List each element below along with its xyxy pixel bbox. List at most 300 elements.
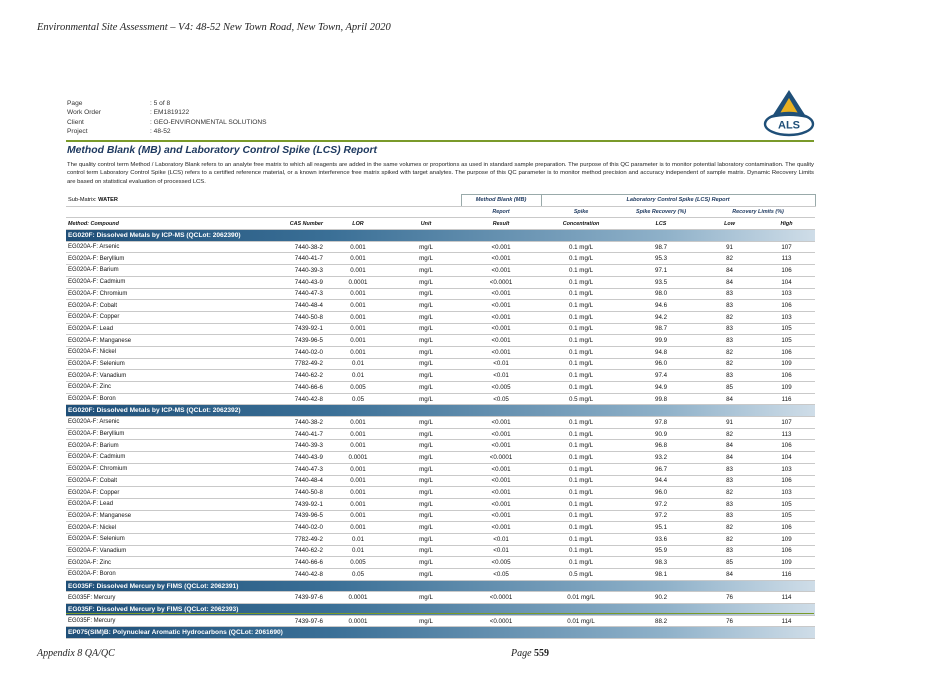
cell-lor: 0.001 (325, 265, 391, 277)
cell-spike-concentration: 0.1 mg/L (541, 253, 621, 265)
cell-recovery-low: 83 (701, 510, 758, 522)
cell-recovery-high: 106 (758, 545, 815, 557)
cell-lor: 0.001 (325, 300, 391, 312)
table-row (66, 370, 815, 382)
cell-recovery-high: 116 (758, 569, 815, 581)
cell-recovery-low: 85 (701, 382, 758, 394)
col-high: High (758, 218, 815, 230)
cell-lcs-recovery: 97.1 (621, 265, 701, 277)
col-lor: LOR (325, 218, 391, 230)
cell-mb-result: <0.001 (461, 498, 541, 510)
cell-unit: mg/L (391, 592, 461, 604)
cell-recovery-low: 83 (701, 300, 758, 312)
cell-mb-result: <0.0001 (461, 276, 541, 288)
cell-spike-concentration: 0.1 mg/L (541, 335, 621, 347)
footer-appendix: Appendix 8 QA/QC (37, 648, 115, 659)
table-row (66, 346, 815, 358)
cell-compound: EG020A-F: Chromium (66, 288, 219, 300)
cell-lor: 0.01 (325, 358, 391, 370)
cell-lcs-recovery: 98.1 (621, 569, 701, 581)
cell-cas-number: 7440-38-2 (219, 241, 325, 253)
cell-recovery-low: 82 (701, 346, 758, 358)
cell-unit: mg/L (391, 382, 461, 394)
cell-lcs-recovery: 97.2 (621, 498, 701, 510)
cell-mb-result: <0.001 (461, 440, 541, 452)
cell-recovery-high: 114 (758, 615, 815, 627)
cell-recovery-low: 84 (701, 452, 758, 464)
cell-mb-result: <0.01 (461, 358, 541, 370)
section-title: EG020F: Dissolved Metals by ICP-MS (QCLot: 2062392) (66, 405, 815, 417)
table-row (66, 241, 815, 253)
cell-recovery-high: 103 (758, 463, 815, 475)
cell-spike-concentration: 0.1 mg/L (541, 417, 621, 429)
cell-recovery-low: 82 (701, 358, 758, 370)
table-row (66, 592, 815, 604)
cell-lor: 0.001 (325, 487, 391, 499)
cell-spike-concentration: 0.1 mg/L (541, 510, 621, 522)
cell-lor: 0.005 (325, 557, 391, 569)
table-row (66, 569, 815, 581)
header-divider (66, 140, 814, 142)
cell-mb-result: <0.001 (461, 288, 541, 300)
cell-recovery-high: 105 (758, 335, 815, 347)
cell-compound: EG020A-F: Boron (66, 569, 219, 581)
cell-mb-result: <0.001 (461, 475, 541, 487)
cell-spike-concentration: 0.1 mg/L (541, 276, 621, 288)
table-row (66, 545, 815, 557)
cell-compound: EG020A-F: Vanadium (66, 370, 219, 382)
cell-unit: mg/L (391, 265, 461, 277)
cell-cas-number: 7782-49-2 (219, 533, 325, 545)
cell-recovery-high: 103 (758, 288, 815, 300)
cell-recovery-low: 85 (701, 557, 758, 569)
cell-cas-number: 7440-62-2 (219, 545, 325, 557)
cell-recovery-high: 106 (758, 522, 815, 534)
sub-matrix (66, 195, 461, 207)
section-header-row (66, 405, 815, 417)
cell-compound: EG020A-F: Copper (66, 311, 219, 323)
cell-compound: EG020A-F: Selenium (66, 358, 219, 370)
col-method: Method: Compound (66, 218, 219, 230)
cell-lcs-recovery: 95.1 (621, 522, 701, 534)
cell-recovery-high: 107 (758, 241, 815, 253)
cell-spike-concentration: 0.1 mg/L (541, 358, 621, 370)
cell-lor: 0.001 (325, 417, 391, 429)
cell-mb-result: <0.0001 (461, 452, 541, 464)
cell-spike-concentration: 0.1 mg/L (541, 300, 621, 312)
cell-compound: EG020A-F: Boron (66, 393, 219, 405)
cell-compound: EG020A-F: Barium (66, 440, 219, 452)
cell-recovery-high: 106 (758, 370, 815, 382)
cell-cas-number: 7440-48-4 (219, 475, 325, 487)
meta-row-project (67, 127, 267, 136)
cell-recovery-high: 109 (758, 382, 815, 394)
cell-unit: mg/L (391, 440, 461, 452)
cell-lor: 0.01 (325, 533, 391, 545)
col-result: Result (461, 218, 541, 230)
cell-recovery-low: 82 (701, 253, 758, 265)
cell-spike-concentration: 0.1 mg/L (541, 346, 621, 358)
cell-recovery-low: 84 (701, 276, 758, 288)
cell-cas-number: 7440-38-2 (219, 417, 325, 429)
cell-recovery-high: 116 (758, 393, 815, 405)
cell-cas-number: 7440-43-9 (219, 452, 325, 464)
cell-lor: 0.0001 (325, 452, 391, 464)
table-row (66, 475, 815, 487)
cell-lcs-recovery: 99.9 (621, 335, 701, 347)
cell-lcs-recovery: 97.4 (621, 370, 701, 382)
cell-cas-number: 7440-50-8 (219, 487, 325, 499)
cell-unit: mg/L (391, 569, 461, 581)
cell-cas-number: 7440-50-8 (219, 311, 325, 323)
cell-mb-result: <0.001 (461, 522, 541, 534)
cell-lcs-recovery: 98.3 (621, 557, 701, 569)
cell-mb-result: <0.001 (461, 335, 541, 347)
cell-compound: EG020A-F: Lead (66, 323, 219, 335)
cell-unit: mg/L (391, 335, 461, 347)
cell-mb-result: <0.001 (461, 417, 541, 429)
cell-recovery-low: 91 (701, 241, 758, 253)
cell-recovery-low: 82 (701, 428, 758, 440)
qc-results-table (66, 194, 816, 639)
cell-spike-concentration: 0.1 mg/L (541, 428, 621, 440)
cell-recovery-low: 84 (701, 393, 758, 405)
cell-mb-result: <0.01 (461, 545, 541, 557)
cell-recovery-low: 82 (701, 522, 758, 534)
cell-lcs-recovery: 94.6 (621, 300, 701, 312)
cell-cas-number: 7440-48-4 (219, 300, 325, 312)
cell-lcs-recovery: 93.6 (621, 533, 701, 545)
cell-spike-concentration: 0.1 mg/L (541, 487, 621, 499)
cell-mb-result: <0.001 (461, 510, 541, 522)
cell-lor: 0.001 (325, 510, 391, 522)
cell-unit: mg/L (391, 487, 461, 499)
cell-cas-number: 7439-97-6 (219, 615, 325, 627)
cell-recovery-high: 104 (758, 276, 815, 288)
cell-cas-number: 7439-96-5 (219, 335, 325, 347)
cell-recovery-low: 76 (701, 592, 758, 604)
cell-compound: EG020A-F: Copper (66, 487, 219, 499)
meta-value: : 48-52 (150, 128, 171, 136)
cell-lor: 0.005 (325, 382, 391, 394)
table-row (66, 615, 815, 627)
cell-spike-concentration: 0.5 mg/L (541, 393, 621, 405)
report-meta (67, 99, 267, 137)
cell-unit: mg/L (391, 370, 461, 382)
cell-lor: 0.001 (325, 463, 391, 475)
cell-lcs-recovery: 93.2 (621, 452, 701, 464)
meta-row-client (67, 118, 267, 127)
meta-key: Client (67, 118, 84, 126)
cell-lcs-recovery: 94.4 (621, 475, 701, 487)
table-row (66, 253, 815, 265)
cell-unit: mg/L (391, 276, 461, 288)
cell-recovery-high: 107 (758, 417, 815, 429)
cell-recovery-low: 82 (701, 533, 758, 545)
section-title: EG035F: Dissolved Mercury by FIMS (QCLot: 2062391) (66, 580, 815, 592)
table-row (66, 393, 815, 405)
cell-mb-result: <0.001 (461, 463, 541, 475)
cell-lcs-recovery: 96.8 (621, 440, 701, 452)
cell-spike-concentration: 0.01 mg/L (541, 592, 621, 604)
cell-compound: EG020A-F: Zinc (66, 557, 219, 569)
table-bottom-rule (66, 613, 814, 614)
section-title: EP075(SIM)B: Polynuclear Aromatic Hydrocarbons (QCLot: 2061690) (66, 627, 815, 639)
cell-compound: EG020A-F: Zinc (66, 382, 219, 394)
cell-lcs-recovery: 94.8 (621, 346, 701, 358)
cell-compound: EG020A-F: Manganese (66, 510, 219, 522)
cell-mb-result: <0.001 (461, 241, 541, 253)
cell-spike-concentration: 0.1 mg/L (541, 440, 621, 452)
cell-lcs-recovery: 93.5 (621, 276, 701, 288)
cell-cas-number: 7440-66-6 (219, 557, 325, 569)
cell-lor: 0.001 (325, 498, 391, 510)
cell-compound: EG020A-F: Beryllium (66, 428, 219, 440)
cell-spike-concentration: 0.1 mg/L (541, 452, 621, 464)
lcs-group-header: Laboratory Control Spike (LCS) Report (541, 195, 815, 207)
table-row (66, 522, 815, 534)
cell-recovery-low: 83 (701, 475, 758, 487)
meta-key: Page (67, 100, 83, 107)
table-row (66, 335, 815, 347)
cell-lor: 0.001 (325, 323, 391, 335)
cell-spike-concentration: 0.1 mg/L (541, 382, 621, 394)
cell-unit: mg/L (391, 463, 461, 475)
cell-compound: EG020A-F: Cobalt (66, 475, 219, 487)
cell-cas-number: 7440-42-8 (219, 569, 325, 581)
cell-spike-concentration: 0.1 mg/L (541, 533, 621, 545)
cell-recovery-low: 84 (701, 569, 758, 581)
cell-spike-concentration: 0.1 mg/L (541, 241, 621, 253)
table-row (66, 487, 815, 499)
cell-spike-concentration: 0.1 mg/L (541, 522, 621, 534)
cell-mb-result: <0.005 (461, 382, 541, 394)
cell-compound: EG020A-F: Manganese (66, 335, 219, 347)
table-header-group-row (66, 195, 815, 207)
cell-unit: mg/L (391, 288, 461, 300)
cell-mb-result: <0.05 (461, 569, 541, 581)
footer-page-number: 559 (534, 648, 550, 659)
cell-compound: EG020A-F: Nickel (66, 346, 219, 358)
cell-lcs-recovery: 96.0 (621, 487, 701, 499)
meta-row-work-order (67, 108, 267, 117)
cell-recovery-low: 82 (701, 311, 758, 323)
cell-recovery-high: 105 (758, 510, 815, 522)
cell-mb-result: <0.001 (461, 346, 541, 358)
table-header-sub-row (66, 206, 815, 218)
cell-lcs-recovery: 97.2 (621, 510, 701, 522)
cell-compound: EG020A-F: Selenium (66, 533, 219, 545)
cell-cas-number: 7440-66-6 (219, 382, 325, 394)
cell-lor: 0.01 (325, 545, 391, 557)
section-header-row (66, 627, 815, 639)
logo-text: ALS (778, 119, 800, 132)
report-title: Method Blank (MB) and Laboratory Control Spike (LCS) Report (67, 145, 377, 156)
cell-recovery-high: 105 (758, 498, 815, 510)
footer-page (511, 648, 549, 659)
cell-mb-result: <0.0001 (461, 592, 541, 604)
cell-lor: 0.001 (325, 522, 391, 534)
intro-paragraph: The quality control term Method / Laboratory Blank refers to an analyte free matrix to which all reagents are added in the same volumes or proportions as used in standard sample preparation. The purpose of this QC parameter is to monitor potential laboratory contamination. The quality control term Laboratory Control Spike (LCS) refers to a certified reference material, or a known interference free matrix spiked with target analytes. The purpose of this QC parameter is to monitor method precision and accuracy independent of sample matrix. Dynamic Recovery Limits are based on statistical evaluation of processed LCS. (67, 162, 814, 185)
cell-recovery-high: 103 (758, 487, 815, 499)
cell-cas-number: 7439-97-6 (219, 592, 325, 604)
table-row (66, 463, 815, 475)
cell-unit: mg/L (391, 615, 461, 627)
table-row (66, 452, 815, 464)
table-row (66, 300, 815, 312)
cell-spike-concentration: 0.1 mg/L (541, 311, 621, 323)
table-column-header-row (66, 218, 815, 230)
cell-recovery-low: 91 (701, 417, 758, 429)
cell-unit: mg/L (391, 533, 461, 545)
cell-recovery-low: 83 (701, 370, 758, 382)
cell-unit: mg/L (391, 241, 461, 253)
cell-cas-number: 7440-43-9 (219, 276, 325, 288)
table-row (66, 382, 815, 394)
cell-spike-concentration: 0.1 mg/L (541, 323, 621, 335)
cell-lcs-recovery: 98.7 (621, 241, 701, 253)
col-unit: Unit (391, 218, 461, 230)
cell-lor: 0.05 (325, 393, 391, 405)
cell-cas-number: 7440-62-2 (219, 370, 325, 382)
cell-recovery-high: 113 (758, 253, 815, 265)
cell-mb-result: <0.001 (461, 253, 541, 265)
spike-header: Spike (541, 206, 621, 218)
table-row (66, 417, 815, 429)
cell-unit: mg/L (391, 545, 461, 557)
cell-recovery-low: 76 (701, 615, 758, 627)
cell-lor: 0.0001 (325, 592, 391, 604)
cell-lcs-recovery: 99.8 (621, 393, 701, 405)
col-lcs: LCS (621, 218, 701, 230)
cell-recovery-high: 113 (758, 428, 815, 440)
meta-row-page (67, 99, 267, 108)
cell-recovery-high: 104 (758, 452, 815, 464)
cell-mb-result: <0.0001 (461, 615, 541, 627)
cell-recovery-low: 83 (701, 288, 758, 300)
cell-recovery-high: 106 (758, 346, 815, 358)
cell-unit: mg/L (391, 346, 461, 358)
cell-recovery-low: 83 (701, 545, 758, 557)
cell-recovery-low: 83 (701, 335, 758, 347)
cell-lor: 0.001 (325, 241, 391, 253)
cell-unit: mg/L (391, 498, 461, 510)
cell-recovery-high: 109 (758, 358, 815, 370)
cell-compound: EG020A-F: Cadmium (66, 452, 219, 464)
cell-recovery-high: 109 (758, 557, 815, 569)
cell-spike-concentration: 0.1 mg/L (541, 475, 621, 487)
cell-lcs-recovery: 98.7 (621, 323, 701, 335)
cell-recovery-high: 109 (758, 533, 815, 545)
cell-unit: mg/L (391, 417, 461, 429)
cell-lor: 0.05 (325, 569, 391, 581)
cell-lor: 0.001 (325, 335, 391, 347)
cell-unit: mg/L (391, 475, 461, 487)
table-row (66, 498, 815, 510)
document-header: Environmental Site Assessment – V4: 48-52 New Town Road, New Town, April 2020 (37, 22, 391, 33)
cell-compound: EG020A-F: Lead (66, 498, 219, 510)
cell-unit: mg/L (391, 300, 461, 312)
cell-lcs-recovery: 90.2 (621, 592, 701, 604)
als-logo-icon (763, 88, 815, 138)
cell-recovery-low: 83 (701, 498, 758, 510)
col-concentration: Concentration (541, 218, 621, 230)
cell-compound: EG020A-F: Cobalt (66, 300, 219, 312)
cell-unit: mg/L (391, 428, 461, 440)
cell-cas-number: 7440-39-3 (219, 440, 325, 452)
cell-spike-concentration: 0.5 mg/L (541, 569, 621, 581)
cell-lor: 0.0001 (325, 615, 391, 627)
cell-recovery-high: 106 (758, 440, 815, 452)
cell-compound: EG020A-F: Nickel (66, 522, 219, 534)
cell-mb-result: <0.001 (461, 428, 541, 440)
cell-lcs-recovery: 95.9 (621, 545, 701, 557)
cell-recovery-high: 106 (758, 300, 815, 312)
cell-spike-concentration: 0.01 mg/L (541, 615, 621, 627)
cell-lcs-recovery: 98.0 (621, 288, 701, 300)
cell-cas-number: 7440-41-7 (219, 428, 325, 440)
recovery-limits-header: Recovery Limits (%) (701, 206, 815, 218)
footer-page-label: Page (511, 648, 532, 659)
col-cas: CAS Number (219, 218, 325, 230)
meta-key: Work Order (67, 109, 101, 117)
cell-compound: EG020A-F: Cadmium (66, 276, 219, 288)
meta-value: : EM1819122 (150, 109, 190, 117)
meta-value: : GEO-ENVIRONMENTAL SOLUTIONS (150, 118, 267, 126)
cell-recovery-low: 84 (701, 440, 758, 452)
cell-compound: EG020A-F: Arsenic (66, 417, 219, 429)
cell-recovery-low: 83 (701, 463, 758, 475)
cell-unit: mg/L (391, 253, 461, 265)
table-row (66, 533, 815, 545)
cell-cas-number: 7440-47-3 (219, 288, 325, 300)
cell-unit: mg/L (391, 311, 461, 323)
cell-lor: 0.001 (325, 288, 391, 300)
table-row (66, 428, 815, 440)
cell-lor: 0.001 (325, 475, 391, 487)
section-header-row (66, 230, 815, 242)
cell-compound: EG020A-F: Barium (66, 265, 219, 277)
cell-lor: 0.0001 (325, 276, 391, 288)
cell-recovery-low: 84 (701, 265, 758, 277)
cell-unit: mg/L (391, 452, 461, 464)
cell-cas-number: 7439-92-1 (219, 498, 325, 510)
table-row (66, 288, 815, 300)
cell-unit: mg/L (391, 358, 461, 370)
table-row (66, 323, 815, 335)
cell-lor: 0.001 (325, 253, 391, 265)
cell-mb-result: <0.01 (461, 370, 541, 382)
table-row (66, 265, 815, 277)
cell-mb-result: <0.001 (461, 311, 541, 323)
cell-cas-number: 7440-47-3 (219, 463, 325, 475)
table-row (66, 510, 815, 522)
spike-recovery-header: Spike Recovery (%) (621, 206, 701, 218)
cell-cas-number: 7440-02-0 (219, 522, 325, 534)
cell-recovery-high: 103 (758, 311, 815, 323)
section-title: EG020F: Dissolved Metals by ICP-MS (QCLot: 2062390) (66, 230, 815, 242)
cell-lor: 0.001 (325, 346, 391, 358)
section-title: EG035F: Dissolved Mercury by FIMS (QCLot: 2062393) (66, 604, 815, 616)
cell-compound: EG020A-F: Chromium (66, 463, 219, 475)
cell-recovery-high: 114 (758, 592, 815, 604)
cell-recovery-high: 105 (758, 323, 815, 335)
cell-cas-number: 7439-96-5 (219, 510, 325, 522)
cell-recovery-high: 106 (758, 475, 815, 487)
table-row (66, 557, 815, 569)
cell-cas-number: 7440-02-0 (219, 346, 325, 358)
sub-matrix-value: WATER (98, 197, 118, 204)
